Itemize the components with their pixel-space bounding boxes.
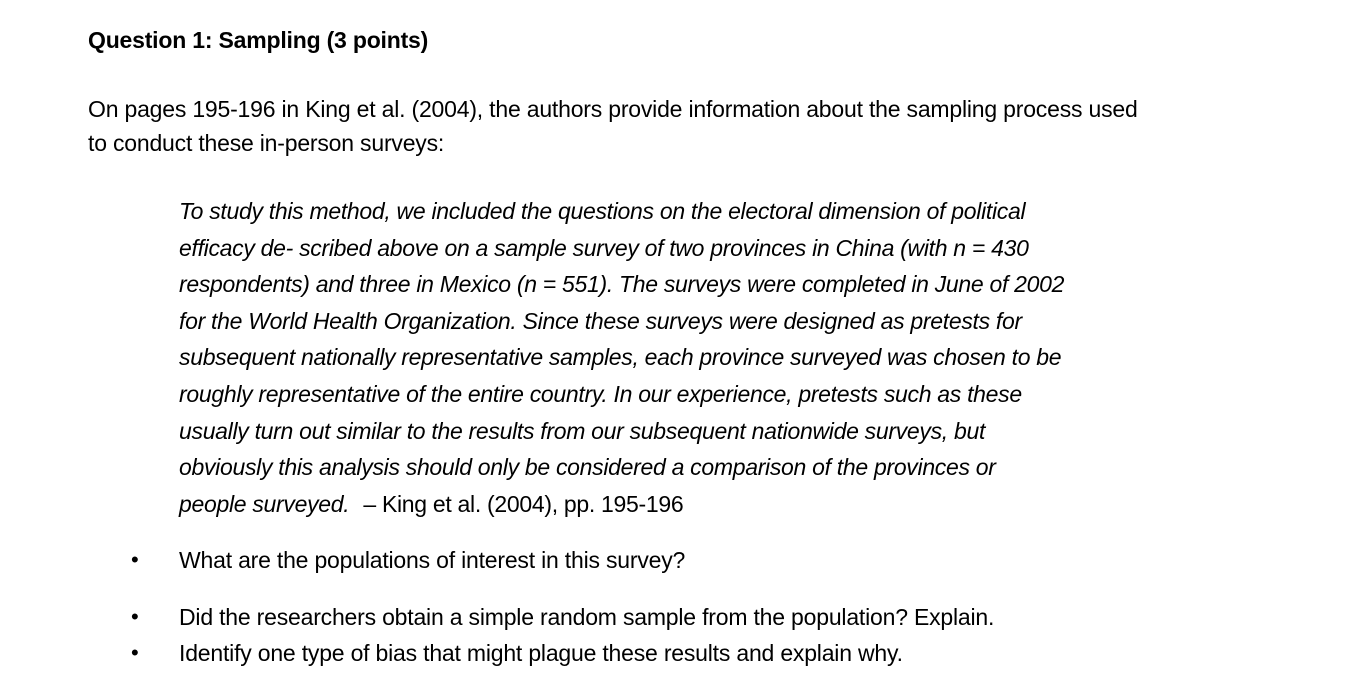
bullet-marker: • bbox=[131, 604, 139, 629]
quote-line-8: obviously this analysis should only be considered a comparison of the provinces or bbox=[179, 454, 996, 481]
quote-line-9: people surveyed. bbox=[179, 490, 350, 517]
quote-line-5: subsequent nationally representative samples, each province surveyed was chosen to be bbox=[179, 344, 1062, 371]
quote-line-4: for the World Health Organization. Since these surveys were designed as pretests for bbox=[179, 307, 1022, 334]
intro-line-2: to conduct these in-person surveys: bbox=[88, 130, 445, 156]
quote-line-3: respondents) and three in Mexico (n = 551). The surveys were completed in June of 2002 bbox=[179, 271, 1065, 298]
quote-line-1: To study this method, we included the questions on the electoral dimension of political bbox=[179, 198, 1026, 224]
bullet-marker: • bbox=[131, 547, 139, 572]
bullet-item bbox=[128, 636, 903, 670]
bullet-item bbox=[128, 543, 685, 577]
bullet-item bbox=[128, 600, 994, 634]
bullet-marker: • bbox=[131, 640, 139, 665]
block-quote bbox=[179, 193, 1199, 522]
quote-attribution: – King et al. (2004), pp. 195-196 bbox=[363, 490, 684, 517]
bullet-text: What are the populations of interest in this survey? bbox=[179, 547, 686, 573]
question-heading: Question 1: Sampling (3 points) bbox=[88, 27, 429, 53]
bullet-text: Did the researchers obtain a simple random sample from the population? Explain. bbox=[179, 604, 995, 630]
intro-paragraph bbox=[88, 92, 1288, 160]
quote-line-7: usually turn out similar to the results from our subsequent nationwide surveys, but bbox=[179, 417, 986, 444]
bullet-text: Identify one type of bias that might plague these results and explain why. bbox=[179, 640, 903, 666]
quote-last-line bbox=[179, 486, 1199, 523]
intro-line-1: On pages 195-196 in King et al. (2004), the authors provide information about the sampling process used bbox=[88, 96, 1138, 122]
quote-line-6: roughly representative of the entire country. In our experience, pretests such as these bbox=[179, 380, 1022, 407]
quote-line-2: efficacy de- scribed above on a sample survey of two provinces in China (with n = 430 bbox=[179, 234, 1029, 261]
